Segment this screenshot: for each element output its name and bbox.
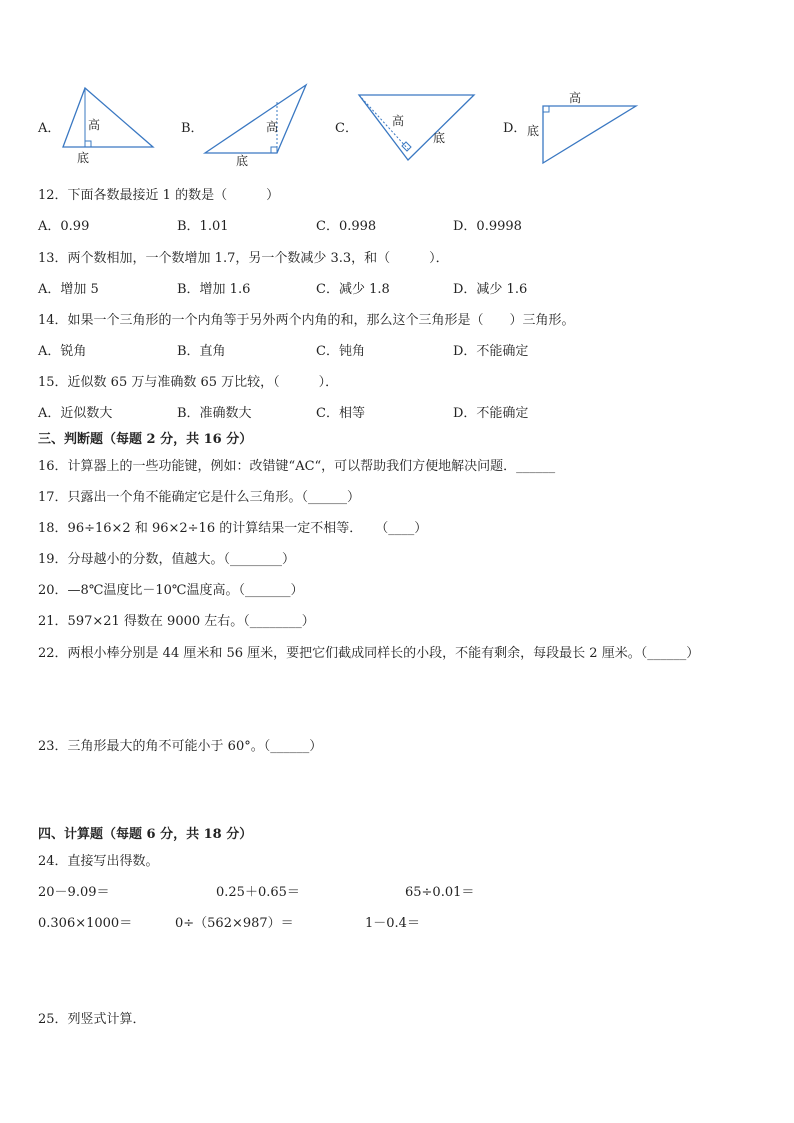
question-14-stem: 14．如果一个三角形的一个内角等于另外两个内角的和，那么这个三角形是（ ）三角形。	[38, 313, 575, 328]
question-12-option-b[interactable]: B．1.01	[177, 219, 229, 234]
question-19: 19．分母越小的分数，值越大。（________）	[38, 552, 296, 567]
triangle-d-height-text: 高	[569, 91, 582, 105]
question-15-option-a[interactable]: A．近似数大	[38, 406, 113, 421]
triangle-a-height-text: 高	[88, 118, 101, 132]
question-12-option-a[interactable]: A．0.99	[38, 219, 90, 234]
question-21: 21．597×21 得数在 9000 左右。（________）	[38, 614, 315, 629]
question-20: 20．—8℃温度比－10℃温度高。（_______）	[38, 583, 304, 598]
triangle-c-base-text: 底	[433, 131, 446, 145]
triangle-c-figure	[356, 92, 480, 164]
figure-a-label: A．	[38, 121, 61, 136]
question-12-option-c[interactable]: C．0.998	[316, 219, 377, 234]
section-3-title: 三、判断题（每题 2 分，共 16 分）	[38, 432, 253, 447]
question-24-stem: 24．直接写出得数。	[38, 854, 159, 869]
question-15-option-c[interactable]: C．相等	[316, 406, 365, 421]
question-18: 18．96÷16×2 和 96×2÷16 的计算结果一定不相等． （____）	[38, 521, 428, 536]
question-14-option-c[interactable]: C．钝角	[316, 344, 365, 359]
calc-item: 0.306×1000＝	[38, 916, 133, 931]
calc-item: 1－0.4＝	[365, 916, 420, 931]
section-4-title: 四、计算题（每题 6 分，共 18 分）	[38, 827, 253, 842]
figure-d-label: D．	[503, 121, 527, 136]
triangle-a-figure	[60, 86, 156, 166]
figure-c-label: C．	[335, 121, 358, 136]
question-13-option-d[interactable]: D．减少 1.6	[453, 282, 528, 297]
question-16: 16．计算器上的一些功能键，例如：改错键“AC“，可以帮助我们方便地解决问题．______	[38, 459, 556, 474]
triangle-c-height-text: 高	[392, 114, 405, 128]
question-12-stem: 12．下面各数最接近 1 的数是（ ）	[38, 188, 280, 203]
question-13-stem: 13．两个数相加，一个数增加 1.7，另一个数减少 3.3，和（ ）．	[38, 251, 449, 266]
triangle-b-height-text: 高	[266, 120, 279, 134]
question-15-stem: 15．近似数 65 万与准确数 65 万比较，（ ）．	[38, 375, 339, 390]
question-15-option-b[interactable]: B．准确数大	[177, 406, 252, 421]
question-13-option-b[interactable]: B．增加 1.6	[177, 282, 251, 297]
question-14-option-a[interactable]: A．锐角	[38, 344, 87, 359]
question-14-option-b[interactable]: B．直角	[177, 344, 226, 359]
question-22: 22．两根小棒分别是 44 厘米和 56 厘米，要把它们截成同样长的小段，不能有剩余，每段最长 2 厘米。（______）	[38, 646, 700, 661]
calc-item: 0.25＋0.65＝	[216, 885, 300, 900]
question-13-option-a[interactable]: A．增加 5	[38, 282, 99, 297]
calc-item: 65÷0.01＝	[405, 885, 475, 900]
calc-item: 0÷（562×987）＝	[175, 916, 294, 931]
triangle-b-figure	[202, 83, 310, 169]
question-13-option-c[interactable]: C．减少 1.8	[316, 282, 390, 297]
question-14-option-d[interactable]: D．不能确定	[453, 344, 529, 359]
question-15-option-d[interactable]: D．不能确定	[453, 406, 529, 421]
question-12-option-d[interactable]: D．0.9998	[453, 219, 522, 234]
calc-item: 20－9.09＝	[38, 885, 110, 900]
triangle-b-base-text: 底	[236, 154, 249, 168]
triangle-d-base-text: 底	[527, 124, 540, 138]
figure-b-label: B．	[181, 121, 204, 136]
triangle-a-base-text: 底	[77, 151, 90, 165]
question-23: 23．三角形最大的角不可能小于 60°。（______）	[38, 739, 323, 754]
triangle-d-figure	[526, 88, 640, 168]
question-17: 17．只露出一个角不能确定它是什么三角形。（______）	[38, 490, 361, 505]
question-25-stem: 25．列竖式计算．	[38, 1012, 146, 1027]
